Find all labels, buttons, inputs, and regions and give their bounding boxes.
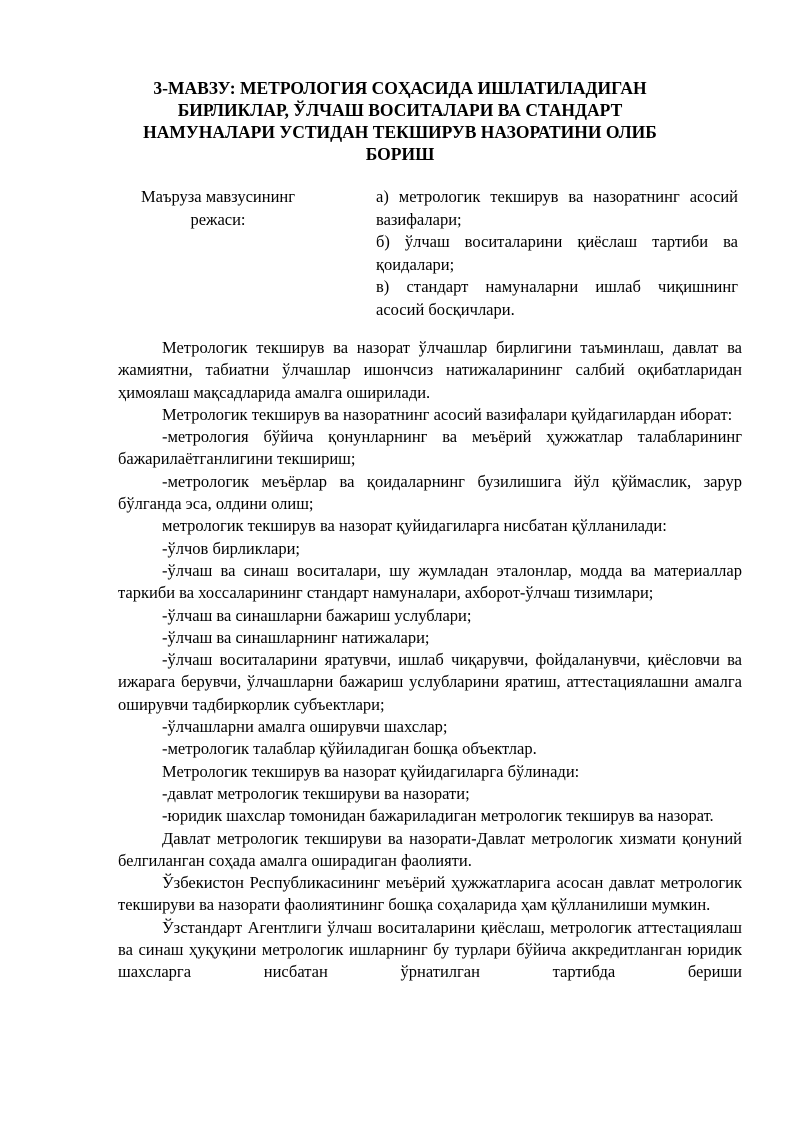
paragraph: -ўлчашларни амалга оширувчи шахслар;	[162, 717, 448, 737]
paragraph: метрологик текширув ва назорат қуйидагиларга нисбатан қўлланилади:	[162, 516, 667, 536]
page-title: 3-МАВЗУ: МЕТРОЛОГИЯ СОҲАСИДА ИШЛАТИЛАДИГАН БИРЛИКЛАР, ЎЛЧАШ ВОСИТАЛАРИ ВА СТАНДАРТ НАМУНАЛАРИ УСТИДАН ТЕКШИРУВ НАЗОРАТИНИ ОЛИБ БОРИШ	[143, 78, 657, 164]
paragraph: -ўлчаш воситаларини яратувчи, ишлаб чиқарувчи, фойдаланувчи, қиёсловчи ва ижарага берувчи, ўлчашларни бажариш услубларини яратиш, аттестациялашни амалга оширувчи тадбиркорлик субъектлари;	[118, 650, 742, 714]
paragraph: -метрологик талаблар қўйиладиган бошқа объектлар.	[162, 739, 537, 759]
paragraph: -ўлчаш ва синашларнинг натижалари;	[162, 627, 430, 647]
paragraph: Метрологик текширув ва назорат қуйидагиларга бўлинади:	[162, 761, 580, 781]
plan-item: б) ўлчаш воситаларини қиёслаш тартиби ва қоидалари;	[376, 232, 738, 274]
paragraph: Метрологик текширув ва назоратнинг асосий вазифалари қуйдагилардан иборат:	[162, 404, 733, 424]
paragraph: -метрология бўйича қонунларнинг ва меъёрий ҳужжатлар талабларининг бажарилаётганлигини текшириш;	[118, 427, 742, 469]
paragraph: -юридик шахслар томонидан бажариладиган метрологик текширув ва назорат.	[162, 806, 714, 826]
paragraph: -ўлчаш ва синаш воситалари, шу жумладан эталонлар, модда ва материаллар таркиби ва хоссаларининг стандарт намуналари, ахборот-ўлчаш тизимлари;	[118, 560, 742, 603]
plan-label-line: Маъруза мавзусининг	[140, 187, 296, 206]
paragraph: Ўзбекистон Республикасининг меъёрий ҳужжатларига асосан давлат метрологик текшируви ва назорати фаолиятининг бошқа соҳаларида ҳам қўлланилиши мумкин.	[118, 873, 742, 915]
paragraph: Метрологик текширув ва назорат ўлчашлар бирлигини таъминлаш, давлат ва жамиятни, табиатни ўлчашлар ишончсиз натижаларининг салбий оқибатларидан ҳимоялаш мақсадларида амалга оширилади.	[118, 338, 742, 402]
plan-items	[376, 186, 738, 321]
paragraph: -ўлчов бирликлари;	[162, 538, 301, 558]
paragraph: -метрологик меъёрлар ва қоидаларнинг бузилишига йўл қўймаслик, зарур бўлганда эса, олдини олиш;	[118, 471, 742, 514]
paragraph: Ўзстандарт Агентлиги ўлчаш воситаларини қиёслаш, метрологик аттестациялаш ва синаш ҳуқуқини метрологик ишларнинг бу турлари бўйича аккредитланган юридик шахсларга нисбатан ўрнатилган тартибда бериши	[118, 917, 742, 982]
paragraph: -ўлчаш ва синашларни бажариш услублари;	[162, 605, 472, 625]
paragraph: Давлат метрологик текшируви ва назорати-Давлат метрологик хизмати қонуний белгиланган соҳада амалга оширадиган фаолияти.	[118, 828, 742, 870]
plan-label-line: режаси:	[190, 209, 246, 229]
plan-label	[118, 186, 318, 231]
plan-item: в) стандарт намуналарни ишлаб чиқишнинг асосий босқичлари.	[376, 277, 738, 319]
document-body	[118, 337, 742, 984]
plan-item: а) метрологик текширув ва назоратнинг асосий вазифалари;	[376, 187, 738, 229]
paragraph: -давлат метрологик текшируви ва назорати;	[162, 783, 470, 803]
